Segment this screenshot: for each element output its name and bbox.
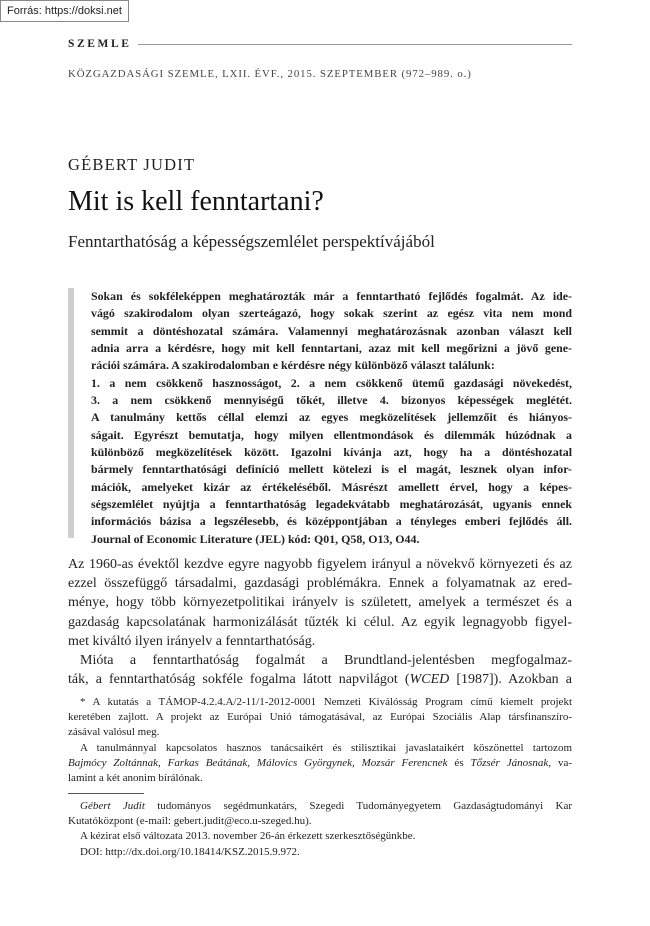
footnotes xyxy=(68,695,572,786)
footnote-line: lamint a két anonim bírálónak. xyxy=(68,771,203,784)
acknowledged-name: Tőzsér Jánosnak xyxy=(470,756,549,769)
article-title: Mit is kell fenntartani? xyxy=(68,186,324,217)
body-line-text: ták, a fenntarthatóság sokféle fogalma látott napvilágot ( xyxy=(68,672,410,688)
abstract-line: bármely fenntarthatósági definíció mellett kötelezi is el magát, lesznek olyan infor- xyxy=(91,462,572,477)
acknowledged-names: Bajmócy Zoltánnak, Farkas Beátának, Málovics Györgynek, Mozsár Ferencnek xyxy=(68,756,448,769)
article-author: GÉBERT JUDIT xyxy=(68,155,196,174)
body-line xyxy=(68,670,572,689)
abstract-line: 1. a nem csökkenő hasznosságot, 2. a nem csökkenő ütemű gazdasági növekedést, xyxy=(91,375,572,390)
abstract-line: semmit a döntéshozatal számára. Valamennyi meghatározásnak azonban választ kell xyxy=(91,323,572,338)
journal-citation: KÖZGAZDASÁGI SZEMLE, LXII. ÉVF., 2015. SZEPTEMBER (972–989. o.) xyxy=(68,68,472,80)
abstract-line: A tanulmány kettős céllal elemzi az egyes megközelítések jellemzőit és hiányos- xyxy=(91,410,572,425)
manuscript-date: A kézirat első változata 2013. november 26-án érkezett szerkesztőségünkbe. xyxy=(80,830,416,843)
source-tag: Forrás: https://doksi.net xyxy=(0,0,129,22)
abstract-line: ségszemlélet nyújtja a fenntarthatóság legadekvátabb meghatározását, ugyanis ennek xyxy=(91,496,572,511)
section-rule xyxy=(138,44,572,45)
abstract-line: mációk, amelyeket kizár az értékeléséből. Másrészt amellett érvel, hogy a képes- xyxy=(91,479,572,494)
author-info xyxy=(68,799,572,860)
abstract-line: adnia arra a kérdésre, hogy mit kell fenntartani, azaz mit kell megőrizni a jövő gene- xyxy=(91,340,572,355)
body-line: Az 1960-as évektől kezdve egyre nagyobb figyelem irányul a növekvő környezeti és az xyxy=(68,557,572,572)
abstract xyxy=(91,288,572,548)
author-info-line xyxy=(68,799,572,814)
body-line: Mióta a fenntarthatóság fogalmát a Brundtland-jelentésben megfogalmaz- xyxy=(80,652,572,668)
body-line-text: [1987]). Azokban a xyxy=(449,672,572,688)
footnote-rule xyxy=(68,793,144,794)
article-subtitle: Fenntarthatóság a képességszemlélet perspektívájából xyxy=(68,232,435,251)
abstract-line: 3. a nem csökkenő mennyiségű tőkét, illetve 4. bizonyos képességek meglétét. xyxy=(91,392,572,407)
body-line: ménye, hogy több környezetpolitikai irányelv is született, amelyek a természet és a xyxy=(68,595,572,611)
footnote-text: , va- xyxy=(548,756,572,769)
footnote-line: * A kutatás a TÁMOP-4.2.4.A/2-11/1-2012-0001 Nemzeti Kiválósság Program című kiemelt projekt xyxy=(80,696,572,708)
doi: DOI: http://dx.doi.org/10.18414/KSZ.2015.9.972. xyxy=(80,845,300,858)
body-line: ezzel összefüggő társadalmi, gazdasági problémákra. Ennek a folyamatnak az ered- xyxy=(68,576,572,592)
abstract-line: különböző megközelítések között. Igazolni kívánja azt, hogy ha a döntéshozatal xyxy=(91,444,572,459)
abstract-bar xyxy=(68,288,74,538)
footnote-line: zásával valósul meg. xyxy=(68,726,160,739)
wced-citation: WCED xyxy=(409,672,450,688)
footnote-line: A tanulmánnyal kapcsolatos hasznos tanácsaikért és stilisztikai javaslataikért köszönettel tartozom xyxy=(80,741,572,754)
jel-codes: Journal of Economic Literature (JEL) kód: Q01, Q58, O13, O44. xyxy=(91,531,420,546)
footnote-text: és xyxy=(447,756,471,769)
author-info-line: Kutatóközpont (e-mail: gebert.judit@eco.u-szeged.hu). xyxy=(68,815,312,828)
body-text xyxy=(68,555,572,689)
footnote-line xyxy=(68,756,572,771)
body-line: gazdaság kapcsolatának harmonizálását tűzték ki célul. Az egyik legnagyobb figyel- xyxy=(68,614,572,630)
abstract-line: rációi számára. A szakirodalomban e kérdésre négy különböző választ találunk: xyxy=(91,358,495,373)
author-affiliation: tudományos segédmunkatárs, Szegedi Tudományegyetem Gazdaságtudományi Kar xyxy=(144,800,572,812)
section-header xyxy=(68,38,572,50)
footnote-line: keretében zajlott. A projekt az Európai Unió támogatásával, az Európai Szociális Alap társfinanszíro- xyxy=(68,711,572,724)
abstract-line: Sokan és sokféleképpen meghatározták már a fenntartható fejlődés fogalmát. Az ide- xyxy=(91,289,572,303)
abstract-line: ságait. Egyrészt bemutatja, hogy milyen ellentmondások és dilemmák húzódnak a xyxy=(91,427,572,442)
abstract-line: információs bázisa a legszélesebb, és középpontjában a tényleges emberi fejlődés áll. xyxy=(91,514,572,529)
section-label: SZEMLE xyxy=(68,38,132,50)
author-name: Gébert Judit xyxy=(80,800,145,812)
body-line: met kiváltó ilyen irányelv a fenntarthatóság. xyxy=(68,633,316,649)
abstract-line: vágó szakirodalom olyan szerteágazó, hogy sokak szerint az egész vita nem mond xyxy=(91,306,572,321)
